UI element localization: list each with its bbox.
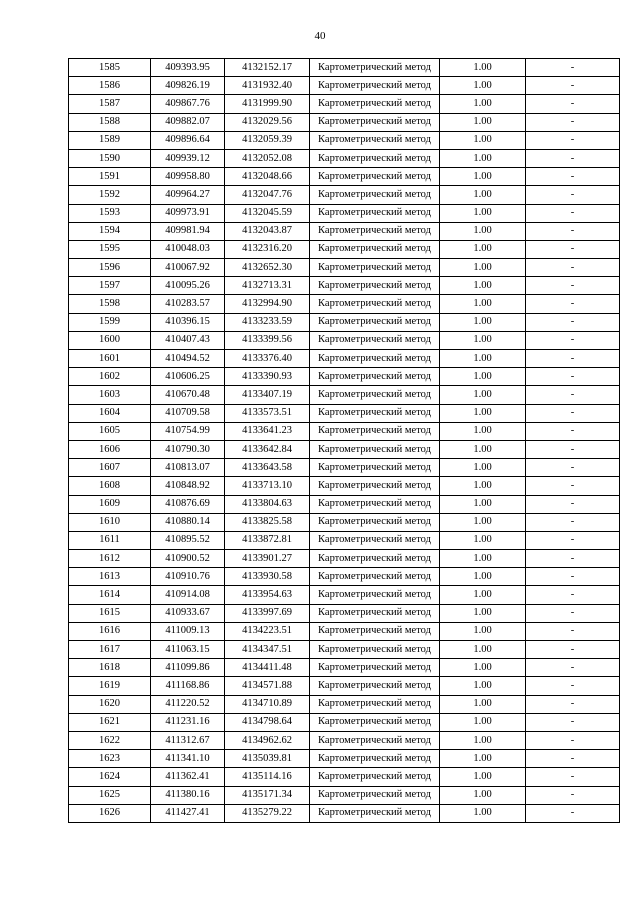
y-coordinate-cell: 4135039.81 (225, 750, 310, 768)
point-number-cell: 1590 (69, 149, 151, 167)
y-coordinate-cell: 4132043.87 (225, 222, 310, 240)
point-number-cell: 1603 (69, 386, 151, 404)
y-coordinate-cell: 4133376.40 (225, 350, 310, 368)
method-cell: Картометрический метод (310, 259, 440, 277)
y-coordinate-cell: 4133901.27 (225, 550, 310, 568)
precision-cell: 1.00 (440, 531, 526, 549)
precision-cell: 1.00 (440, 459, 526, 477)
table-row (69, 77, 620, 95)
description-cell: - (526, 677, 620, 695)
precision-cell: 1.00 (440, 422, 526, 440)
x-coordinate-cell: 410283.57 (151, 295, 225, 313)
table-row (69, 259, 620, 277)
method-cell: Картометрический метод (310, 77, 440, 95)
description-cell: - (526, 422, 620, 440)
precision-cell: 1.00 (440, 186, 526, 204)
precision-cell: 1.00 (440, 350, 526, 368)
table-row (69, 568, 620, 586)
table-row (69, 786, 620, 804)
point-number-cell: 1587 (69, 95, 151, 113)
y-coordinate-cell: 4133643.58 (225, 459, 310, 477)
y-coordinate-cell: 4133997.69 (225, 604, 310, 622)
table-row (69, 422, 620, 440)
point-number-cell: 1601 (69, 350, 151, 368)
table-row (69, 404, 620, 422)
y-coordinate-cell: 4134347.51 (225, 641, 310, 659)
method-cell: Картометрический метод (310, 804, 440, 822)
description-cell: - (526, 731, 620, 749)
x-coordinate-cell: 410876.69 (151, 495, 225, 513)
y-coordinate-cell: 4133930.58 (225, 568, 310, 586)
x-coordinate-cell: 409939.12 (151, 149, 225, 167)
description-cell: - (526, 350, 620, 368)
method-cell: Картометрический метод (310, 531, 440, 549)
description-cell: - (526, 750, 620, 768)
y-coordinate-cell: 4133872.81 (225, 531, 310, 549)
x-coordinate-cell: 410848.92 (151, 477, 225, 495)
x-coordinate-cell: 410095.26 (151, 277, 225, 295)
y-coordinate-cell: 4133407.19 (225, 386, 310, 404)
method-cell: Картометрический метод (310, 477, 440, 495)
precision-cell: 1.00 (440, 750, 526, 768)
table-row (69, 440, 620, 458)
precision-cell: 1.00 (440, 695, 526, 713)
table-row (69, 713, 620, 731)
point-number-cell: 1596 (69, 259, 151, 277)
method-cell: Картометрический метод (310, 368, 440, 386)
point-number-cell: 1609 (69, 495, 151, 513)
y-coordinate-cell: 4133804.63 (225, 495, 310, 513)
point-number-cell: 1611 (69, 531, 151, 549)
method-cell: Картометрический метод (310, 695, 440, 713)
y-coordinate-cell: 4134411.48 (225, 659, 310, 677)
precision-cell: 1.00 (440, 204, 526, 222)
precision-cell: 1.00 (440, 131, 526, 149)
point-number-cell: 1585 (69, 59, 151, 77)
method-cell: Картометрический метод (310, 404, 440, 422)
method-cell: Картометрический метод (310, 295, 440, 313)
point-number-cell: 1625 (69, 786, 151, 804)
precision-cell: 1.00 (440, 368, 526, 386)
x-coordinate-cell: 411168.86 (151, 677, 225, 695)
method-cell: Картометрический метод (310, 440, 440, 458)
point-number-cell: 1624 (69, 768, 151, 786)
method-cell: Картометрический метод (310, 622, 440, 640)
method-cell: Картометрический метод (310, 222, 440, 240)
precision-cell: 1.00 (440, 659, 526, 677)
x-coordinate-cell: 409826.19 (151, 77, 225, 95)
x-coordinate-cell: 411427.41 (151, 804, 225, 822)
description-cell: - (526, 786, 620, 804)
description-cell: - (526, 586, 620, 604)
precision-cell: 1.00 (440, 440, 526, 458)
x-coordinate-cell: 410606.25 (151, 368, 225, 386)
table-row (69, 622, 620, 640)
precision-cell: 1.00 (440, 495, 526, 513)
method-cell: Картометрический метод (310, 568, 440, 586)
x-coordinate-cell: 411341.10 (151, 750, 225, 768)
precision-cell: 1.00 (440, 786, 526, 804)
x-coordinate-cell: 411220.52 (151, 695, 225, 713)
method-cell: Картометрический метод (310, 495, 440, 513)
point-number-cell: 1616 (69, 622, 151, 640)
method-cell: Картометрический метод (310, 95, 440, 113)
method-cell: Картометрический метод (310, 731, 440, 749)
x-coordinate-cell: 410914.08 (151, 586, 225, 604)
point-number-cell: 1594 (69, 222, 151, 240)
table-row (69, 59, 620, 77)
precision-cell: 1.00 (440, 222, 526, 240)
x-coordinate-cell: 410494.52 (151, 350, 225, 368)
precision-cell: 1.00 (440, 259, 526, 277)
precision-cell: 1.00 (440, 622, 526, 640)
table-row (69, 768, 620, 786)
point-number-cell: 1602 (69, 368, 151, 386)
y-coordinate-cell: 4132152.17 (225, 59, 310, 77)
x-coordinate-cell: 411231.16 (151, 713, 225, 731)
point-number-cell: 1617 (69, 641, 151, 659)
x-coordinate-cell: 411312.67 (151, 731, 225, 749)
method-cell: Картометрический метод (310, 677, 440, 695)
table-row (69, 204, 620, 222)
y-coordinate-cell: 4133573.51 (225, 404, 310, 422)
table-row (69, 677, 620, 695)
precision-cell: 1.00 (440, 295, 526, 313)
method-cell: Картометрический метод (310, 186, 440, 204)
y-coordinate-cell: 4133954.63 (225, 586, 310, 604)
method-cell: Картометрический метод (310, 131, 440, 149)
precision-cell: 1.00 (440, 804, 526, 822)
point-number-cell: 1612 (69, 550, 151, 568)
point-number-cell: 1599 (69, 313, 151, 331)
y-coordinate-cell: 4134962.62 (225, 731, 310, 749)
point-number-cell: 1619 (69, 677, 151, 695)
description-cell: - (526, 186, 620, 204)
method-cell: Картометрический метод (310, 459, 440, 477)
description-cell: - (526, 222, 620, 240)
table-row (69, 513, 620, 531)
method-cell: Картометрический метод (310, 768, 440, 786)
point-number-cell: 1626 (69, 804, 151, 822)
table-row (69, 641, 620, 659)
y-coordinate-cell: 4132047.76 (225, 186, 310, 204)
table-row (69, 95, 620, 113)
y-coordinate-cell: 4133713.10 (225, 477, 310, 495)
precision-cell: 1.00 (440, 513, 526, 531)
y-coordinate-cell: 4133825.58 (225, 513, 310, 531)
method-cell: Картометрический метод (310, 586, 440, 604)
point-number-cell: 1595 (69, 240, 151, 258)
table-row (69, 113, 620, 131)
x-coordinate-cell: 409958.80 (151, 168, 225, 186)
table-row (69, 168, 620, 186)
table-row (69, 659, 620, 677)
method-cell: Картометрический метод (310, 277, 440, 295)
point-number-cell: 1588 (69, 113, 151, 131)
y-coordinate-cell: 4134798.64 (225, 713, 310, 731)
y-coordinate-cell: 4132713.31 (225, 277, 310, 295)
x-coordinate-cell: 410900.52 (151, 550, 225, 568)
y-coordinate-cell: 4133399.56 (225, 331, 310, 349)
point-number-cell: 1586 (69, 77, 151, 95)
x-coordinate-cell: 411380.16 (151, 786, 225, 804)
description-cell: - (526, 277, 620, 295)
precision-cell: 1.00 (440, 604, 526, 622)
precision-cell: 1.00 (440, 168, 526, 186)
table-row (69, 295, 620, 313)
point-number-cell: 1618 (69, 659, 151, 677)
table-row (69, 604, 620, 622)
point-number-cell: 1622 (69, 731, 151, 749)
x-coordinate-cell: 410754.99 (151, 422, 225, 440)
y-coordinate-cell: 4132029.56 (225, 113, 310, 131)
table-row (69, 186, 620, 204)
precision-cell: 1.00 (440, 277, 526, 295)
description-cell: - (526, 404, 620, 422)
description-cell: - (526, 440, 620, 458)
description-cell: - (526, 77, 620, 95)
description-cell: - (526, 331, 620, 349)
point-number-cell: 1614 (69, 586, 151, 604)
x-coordinate-cell: 410813.07 (151, 459, 225, 477)
x-coordinate-cell: 409867.76 (151, 95, 225, 113)
y-coordinate-cell: 4132316.20 (225, 240, 310, 258)
x-coordinate-cell: 410407.43 (151, 331, 225, 349)
point-number-cell: 1620 (69, 695, 151, 713)
description-cell: - (526, 568, 620, 586)
method-cell: Картометрический метод (310, 313, 440, 331)
y-coordinate-cell: 4132045.59 (225, 204, 310, 222)
precision-cell: 1.00 (440, 313, 526, 331)
method-cell: Картометрический метод (310, 59, 440, 77)
description-cell: - (526, 659, 620, 677)
method-cell: Картометрический метод (310, 659, 440, 677)
method-cell: Картометрический метод (310, 641, 440, 659)
table-row (69, 313, 620, 331)
x-coordinate-cell: 409981.94 (151, 222, 225, 240)
precision-cell: 1.00 (440, 731, 526, 749)
point-number-cell: 1605 (69, 422, 151, 440)
description-cell: - (526, 695, 620, 713)
table-row (69, 350, 620, 368)
description-cell: - (526, 804, 620, 822)
y-coordinate-cell: 4132059.39 (225, 131, 310, 149)
description-cell: - (526, 495, 620, 513)
y-coordinate-cell: 4135279.22 (225, 804, 310, 822)
description-cell: - (526, 313, 620, 331)
x-coordinate-cell: 410933.67 (151, 604, 225, 622)
x-coordinate-cell: 410670.48 (151, 386, 225, 404)
table-row (69, 386, 620, 404)
description-cell: - (526, 113, 620, 131)
point-number-cell: 1610 (69, 513, 151, 531)
x-coordinate-cell: 409896.64 (151, 131, 225, 149)
description-cell: - (526, 131, 620, 149)
x-coordinate-cell: 410048.03 (151, 240, 225, 258)
method-cell: Картометрический метод (310, 113, 440, 131)
method-cell: Картометрический метод (310, 713, 440, 731)
precision-cell: 1.00 (440, 677, 526, 695)
table-row (69, 368, 620, 386)
table-row (69, 731, 620, 749)
description-cell: - (526, 531, 620, 549)
y-coordinate-cell: 4132994.90 (225, 295, 310, 313)
method-cell: Картометрический метод (310, 550, 440, 568)
point-number-cell: 1591 (69, 168, 151, 186)
y-coordinate-cell: 4132052.08 (225, 149, 310, 167)
method-cell: Картометрический метод (310, 204, 440, 222)
coordinates-table (68, 58, 620, 823)
precision-cell: 1.00 (440, 113, 526, 131)
y-coordinate-cell: 4132048.66 (225, 168, 310, 186)
description-cell: - (526, 550, 620, 568)
precision-cell: 1.00 (440, 149, 526, 167)
x-coordinate-cell: 409964.27 (151, 186, 225, 204)
table-row (69, 222, 620, 240)
table-row (69, 804, 620, 822)
y-coordinate-cell: 4135171.34 (225, 786, 310, 804)
method-cell: Картометрический метод (310, 750, 440, 768)
table-row (69, 531, 620, 549)
y-coordinate-cell: 4131932.40 (225, 77, 310, 95)
table-row (69, 149, 620, 167)
description-cell: - (526, 713, 620, 731)
method-cell: Картометрический метод (310, 168, 440, 186)
point-number-cell: 1615 (69, 604, 151, 622)
x-coordinate-cell: 409393.95 (151, 59, 225, 77)
coordinates-table-body (69, 59, 620, 823)
point-number-cell: 1589 (69, 131, 151, 149)
x-coordinate-cell: 409882.07 (151, 113, 225, 131)
y-coordinate-cell: 4134571.88 (225, 677, 310, 695)
table-row (69, 277, 620, 295)
point-number-cell: 1608 (69, 477, 151, 495)
method-cell: Картометрический метод (310, 386, 440, 404)
table-row (69, 750, 620, 768)
method-cell: Картометрический метод (310, 513, 440, 531)
x-coordinate-cell: 411362.41 (151, 768, 225, 786)
precision-cell: 1.00 (440, 240, 526, 258)
precision-cell: 1.00 (440, 477, 526, 495)
precision-cell: 1.00 (440, 713, 526, 731)
point-number-cell: 1621 (69, 713, 151, 731)
method-cell: Картометрический метод (310, 240, 440, 258)
point-number-cell: 1606 (69, 440, 151, 458)
y-coordinate-cell: 4134223.51 (225, 622, 310, 640)
point-number-cell: 1600 (69, 331, 151, 349)
description-cell: - (526, 368, 620, 386)
y-coordinate-cell: 4133641.23 (225, 422, 310, 440)
point-number-cell: 1592 (69, 186, 151, 204)
method-cell: Картометрический метод (310, 422, 440, 440)
description-cell: - (526, 149, 620, 167)
precision-cell: 1.00 (440, 404, 526, 422)
table-row (69, 331, 620, 349)
y-coordinate-cell: 4133233.59 (225, 313, 310, 331)
y-coordinate-cell: 4134710.89 (225, 695, 310, 713)
description-cell: - (526, 259, 620, 277)
table-row (69, 131, 620, 149)
table-row (69, 477, 620, 495)
table-row (69, 695, 620, 713)
precision-cell: 1.00 (440, 331, 526, 349)
description-cell: - (526, 240, 620, 258)
page-number: 40 (314, 30, 326, 42)
precision-cell: 1.00 (440, 641, 526, 659)
x-coordinate-cell: 411063.15 (151, 641, 225, 659)
method-cell: Картометрический метод (310, 149, 440, 167)
precision-cell: 1.00 (440, 386, 526, 404)
x-coordinate-cell: 410895.52 (151, 531, 225, 549)
description-cell: - (526, 641, 620, 659)
method-cell: Картометрический метод (310, 786, 440, 804)
precision-cell: 1.00 (440, 586, 526, 604)
x-coordinate-cell: 410709.58 (151, 404, 225, 422)
precision-cell: 1.00 (440, 768, 526, 786)
precision-cell: 1.00 (440, 568, 526, 586)
method-cell: Картометрический метод (310, 350, 440, 368)
point-number-cell: 1623 (69, 750, 151, 768)
table-row (69, 240, 620, 258)
y-coordinate-cell: 4133642.84 (225, 440, 310, 458)
x-coordinate-cell: 410880.14 (151, 513, 225, 531)
description-cell: - (526, 513, 620, 531)
table-row (69, 459, 620, 477)
description-cell: - (526, 168, 620, 186)
table-row (69, 550, 620, 568)
x-coordinate-cell: 410067.92 (151, 259, 225, 277)
point-number-cell: 1597 (69, 277, 151, 295)
x-coordinate-cell: 411009.13 (151, 622, 225, 640)
description-cell: - (526, 768, 620, 786)
point-number-cell: 1598 (69, 295, 151, 313)
point-number-cell: 1613 (69, 568, 151, 586)
point-number-cell: 1593 (69, 204, 151, 222)
y-coordinate-cell: 4131999.90 (225, 95, 310, 113)
precision-cell: 1.00 (440, 59, 526, 77)
description-cell: - (526, 386, 620, 404)
method-cell: Картометрический метод (310, 604, 440, 622)
x-coordinate-cell: 410790.30 (151, 440, 225, 458)
description-cell: - (526, 459, 620, 477)
description-cell: - (526, 622, 620, 640)
table-row (69, 495, 620, 513)
table-row (69, 586, 620, 604)
x-coordinate-cell: 410910.76 (151, 568, 225, 586)
point-number-cell: 1607 (69, 459, 151, 477)
description-cell: - (526, 59, 620, 77)
y-coordinate-cell: 4135114.16 (225, 768, 310, 786)
y-coordinate-cell: 4133390.93 (225, 368, 310, 386)
x-coordinate-cell: 410396.15 (151, 313, 225, 331)
precision-cell: 1.00 (440, 550, 526, 568)
description-cell: - (526, 95, 620, 113)
point-number-cell: 1604 (69, 404, 151, 422)
description-cell: - (526, 477, 620, 495)
precision-cell: 1.00 (440, 77, 526, 95)
x-coordinate-cell: 411099.86 (151, 659, 225, 677)
method-cell: Картометрический метод (310, 331, 440, 349)
description-cell: - (526, 295, 620, 313)
description-cell: - (526, 204, 620, 222)
x-coordinate-cell: 409973.91 (151, 204, 225, 222)
description-cell: - (526, 604, 620, 622)
y-coordinate-cell: 4132652.30 (225, 259, 310, 277)
precision-cell: 1.00 (440, 95, 526, 113)
